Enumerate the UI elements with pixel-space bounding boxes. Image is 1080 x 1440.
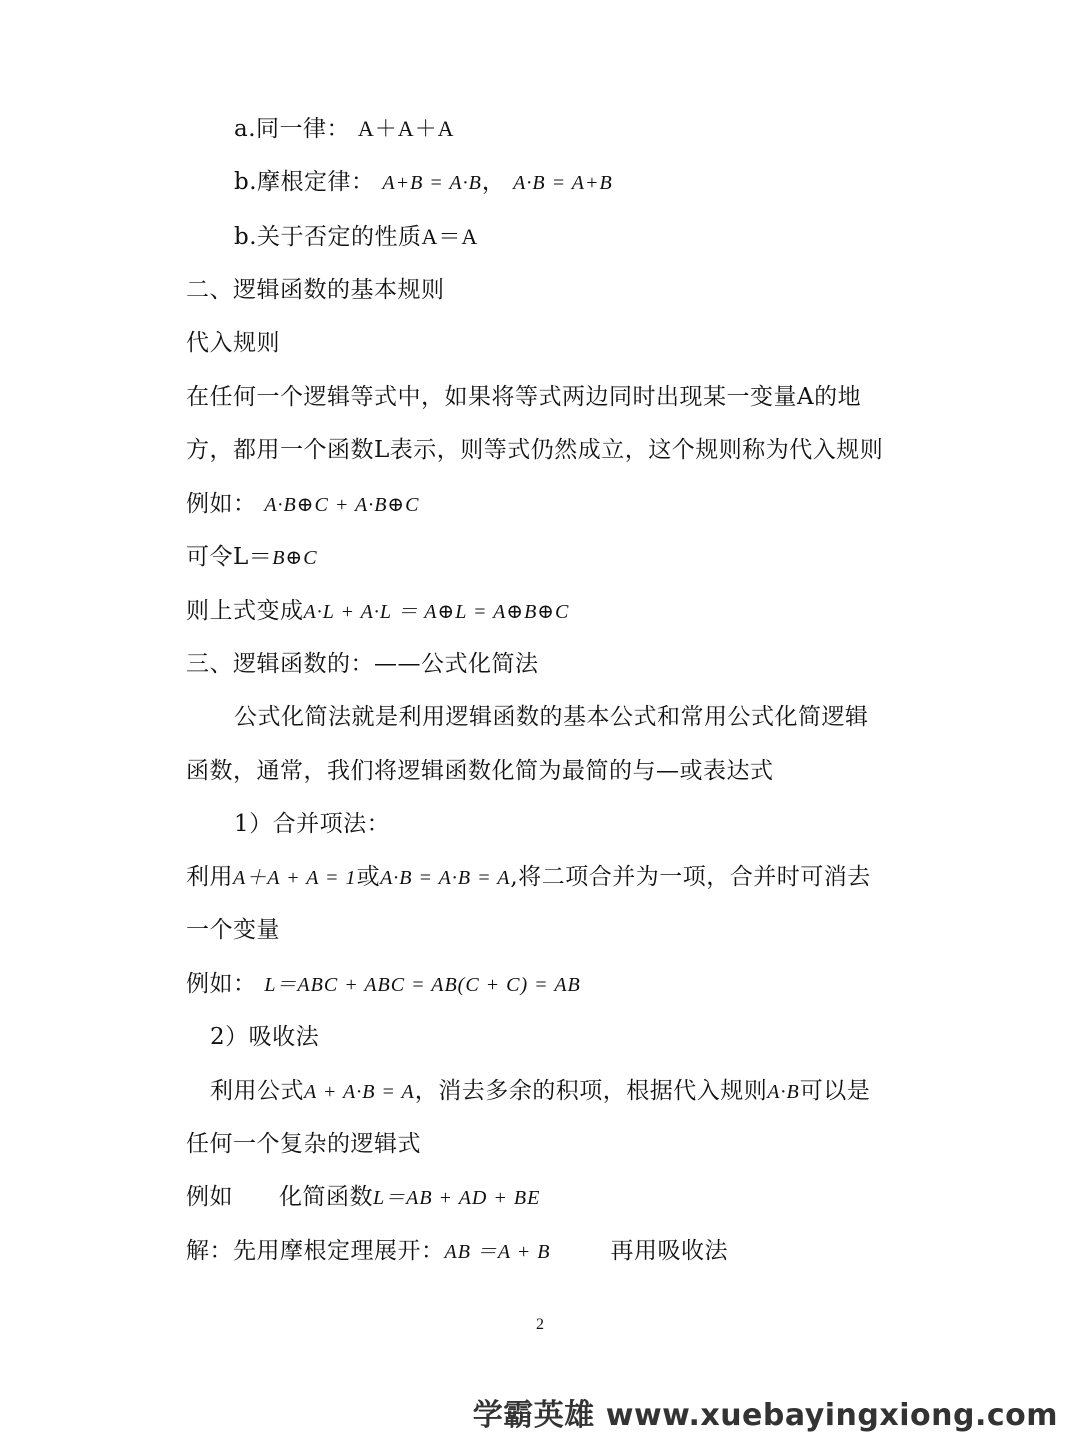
paragraph-line: 方，都用一个函数L表示，则等式仍然成立，这个规则称为代入规则: [186, 437, 884, 463]
subheading: 代入规则: [186, 330, 280, 356]
formula: L＝AB + AD + BE: [373, 1187, 541, 1209]
identity-law: a.同一律： A＋A＋A: [234, 116, 455, 142]
example-line: 例如 化简函数L＝AB + AD + BE: [186, 1184, 541, 1210]
example-line: 例如： L＝ABC + ABC = AB(C + C) = AB: [186, 971, 581, 997]
section-heading-3: 三、逻辑函数的：——公式化简法: [186, 651, 539, 677]
formula: A·B⊕C + A·B⊕C: [264, 494, 420, 516]
page-number: 2: [536, 1316, 544, 1333]
substitution-line: 可令L＝B⊕C: [186, 544, 318, 570]
formula: AB ＝A + B: [444, 1241, 551, 1263]
paragraph-line: 公式化简法就是利用逻辑函数的基本公式和常用公式化简逻辑: [234, 704, 869, 730]
formula: L＝ABC + ABC = AB(C + C) = AB: [264, 974, 581, 996]
section-heading-2: 二、逻辑函数的基本规则: [186, 277, 445, 303]
formula: B⊕C: [272, 547, 318, 569]
formula: A＝A: [421, 224, 479, 249]
paragraph-line: 利用公式A + A·B = A，消去多余的积项，根据代入规则A·B可以是: [210, 1078, 871, 1104]
watermark: 学霸英雄 www.xuebayingxiong.com: [472, 1398, 1058, 1433]
formula: A·B = A+B: [513, 172, 613, 194]
example-line: 例如： A·B⊕C + A·B⊕C: [186, 491, 420, 517]
formula: A·B: [767, 1081, 800, 1103]
method-heading: 1）合并项法：: [234, 811, 391, 837]
formula: A·B = A·B = A: [380, 867, 511, 889]
formula: A·L + A·L ＝ A⊕L = A⊕B⊕C: [303, 601, 570, 623]
solution-line: 解：先用摩根定理展开：AB ＝A + B 再用吸收法: [186, 1238, 729, 1264]
paragraph-line: 任何一个复杂的逻辑式: [186, 1131, 421, 1157]
formula: A＋A＋A: [357, 116, 455, 141]
de-morgan-law: b.摩根定律： A+B = A·B， A·B = A+B: [234, 169, 613, 195]
formula: A＋A + A = 1: [233, 867, 357, 889]
formula: A+B = A·B: [382, 172, 482, 194]
formula: A + A·B = A: [304, 1081, 415, 1103]
paragraph-line: 在任何一个逻辑等式中，如果将等式两边同时出现某一变量A的地: [186, 384, 862, 410]
paragraph-line: 函数，通常，我们将逻辑函数化简为最简的与—或表达式: [186, 758, 774, 784]
paragraph-line: 利用A＋A + A = 1或A·B = A·B = A,将二项合并为一项，合并时可消去: [186, 864, 871, 890]
paragraph-line: 一个变量: [186, 917, 280, 943]
result-line: 则上式变成A·L + A·L ＝ A⊕L = A⊕B⊕C: [186, 598, 570, 624]
method-heading: 2）吸收法: [210, 1024, 320, 1050]
negation-property: b.关于否定的性质A＝A: [234, 224, 479, 250]
